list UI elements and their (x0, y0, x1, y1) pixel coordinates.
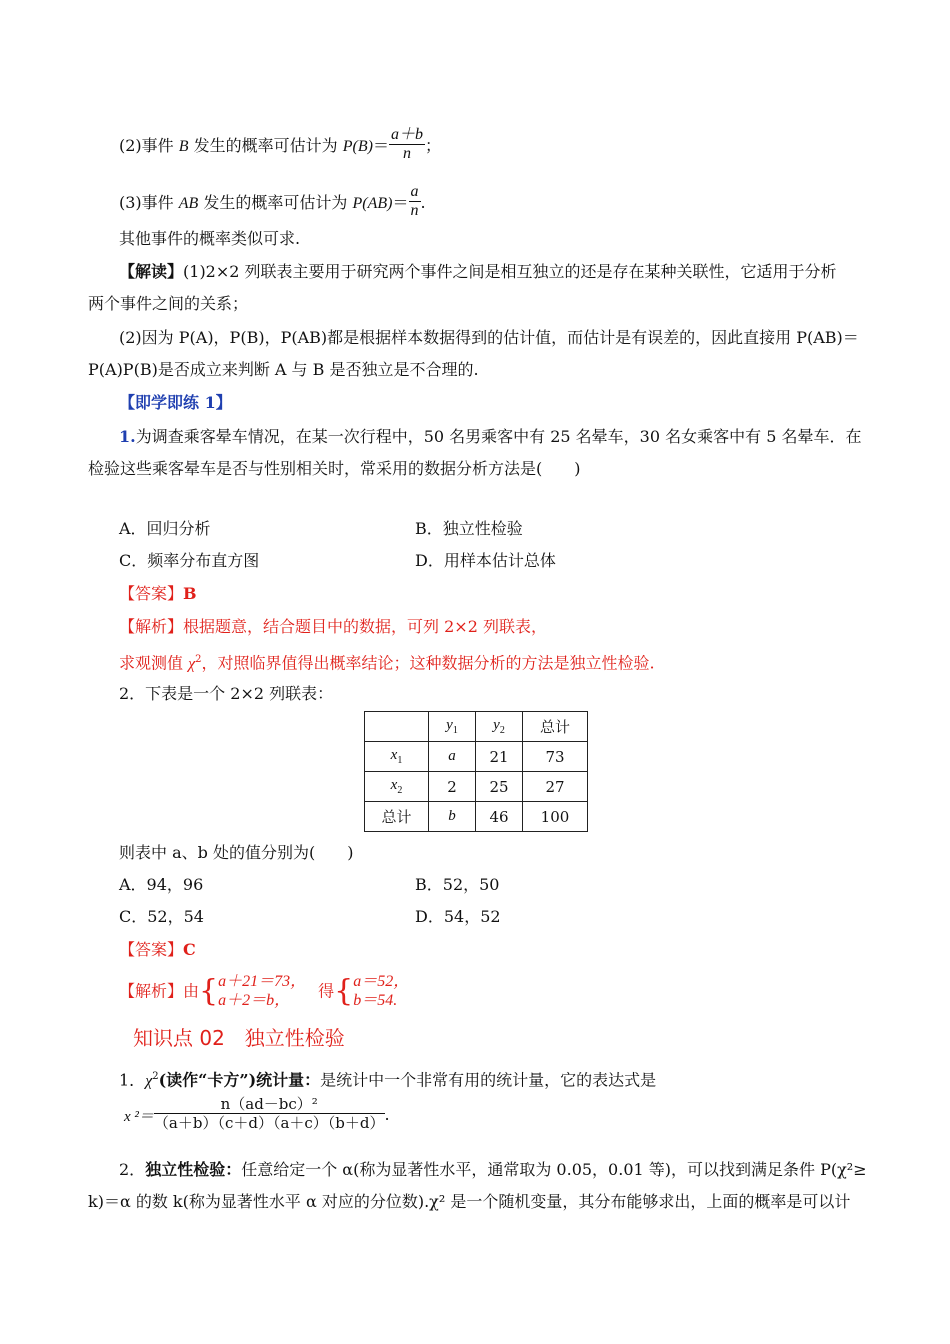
jiedu-line-3: (2)因为 P(A)，P(B)，P(AB)都是根据样本数据得到的估计值，而估计是有误差的，因此直接用 P(AB)＝ (119, 328, 859, 347)
q1-option-a: A．回归分析 (119, 519, 211, 538)
jiedu-line-1: 【解读】(1)2×2 列联表主要用于研究两个事件之间是相互独立的还是存在某种关联性，它适用于分析 (119, 262, 837, 281)
q2-explanation: 【解析】由{ a＋21＝73， a＋2＝b， 得{ a＝52， b＝54. (119, 973, 410, 1009)
jiedu-line-2: 两个事件之间的关系； (88, 294, 249, 313)
q1-option-d: D．用样本估计总体 (415, 551, 556, 570)
k2-line-1: 2．独立性检验：任意给定一个 α(称为显著性水平，通常取为 0.05，0.01 等)，可以找到满足条件 P(χ²≥ (119, 1160, 867, 1179)
q1-explanation-1: 【解析】根据题意，结合题目中的数据，可列 2×2 列联表， (119, 617, 547, 636)
table-row: 总计 b 46 100 (365, 802, 588, 832)
p2-line: (2)事件 B 发生的概率可估计为 P(B)＝ $\frac{a+b}{n}$ ； (119, 126, 441, 162)
q1-answer: 【答案】B (119, 584, 197, 603)
q2-option-a: A．94，96 (119, 875, 204, 894)
q2-stem: 2．下表是一个 2×2 列联表： (119, 684, 334, 703)
q2-option-c: C．52，54 (119, 907, 204, 926)
solution-set: a＝52， b＝54. (353, 973, 410, 1009)
p2-fraction: $\frac{a+b}{n}$ (390, 126, 423, 162)
chi-square-formula: x ²＝ $\frac{\text{n（ad－bc）²}}{(a+b)(c+d)(a+c)(b+d)}$ . (124, 1095, 390, 1132)
table-row: $y_1$ $y_2$ 总计 (365, 712, 588, 742)
other-events-text: 其他事件的概率类似可求. (119, 229, 301, 248)
q1-option-b: B．独立性检验 (415, 519, 523, 538)
q2-ask: 则表中 a、b 处的值分别为( ) (119, 843, 354, 862)
contingency-table (364, 711, 588, 832)
practice-title: 【即学即练 1】 (119, 393, 232, 412)
k2-line-2: k)＝α 的数 k(称为显著性水平 α 对应的分位数).χ² 是一个随机变量，其分布能够求出，上面的概率是可以计 (88, 1192, 851, 1211)
section-heading: 知识点 02 独立性检验 (133, 1026, 345, 1050)
jiedu-line-4: P(A)P(B)是否成立来判断 A 与 B 是否独立是不合理的. (88, 360, 479, 379)
q2-option-d: D．54，52 (415, 907, 501, 926)
q1-explanation-2: 求观测值 $\chi^2$，对照临界值得出概率结论；这种数据分析的方法是独立性检验. (119, 653, 655, 673)
k1-line: 1．$\chi^2$(读作“卡方”)统计量：是统计中一个非常有用的统计量，它的表达式是 (119, 1070, 657, 1090)
q1-option-c: C．频率分布直方图 (119, 551, 260, 570)
q2-answer: 【答案】C (119, 940, 196, 959)
table-row: $x_2$ 2 25 27 (365, 772, 588, 802)
p3-line: (3)事件 AB 发生的概率可估计为 P(AB)＝ $\frac{a}{n}$ . (119, 183, 426, 219)
q1-line-1: 1.为调查乘客晕车情况，在某一次行程中，50 名男乘客中有 25 名晕车，30 名女乘客中有 5 名晕车．在 (119, 427, 862, 446)
system-of-equations: a＋21＝73， a＋2＝b， (218, 973, 307, 1009)
q1-line-2: 检验这些乘客晕车是否与性别相关时，常采用的数据分析方法是( ) (88, 459, 581, 478)
p3-fraction: $\frac{a}{n}$ (410, 183, 419, 219)
table-row: $x_1$ a 21 73 (365, 742, 588, 772)
q2-option-b: B．52，50 (415, 875, 500, 894)
